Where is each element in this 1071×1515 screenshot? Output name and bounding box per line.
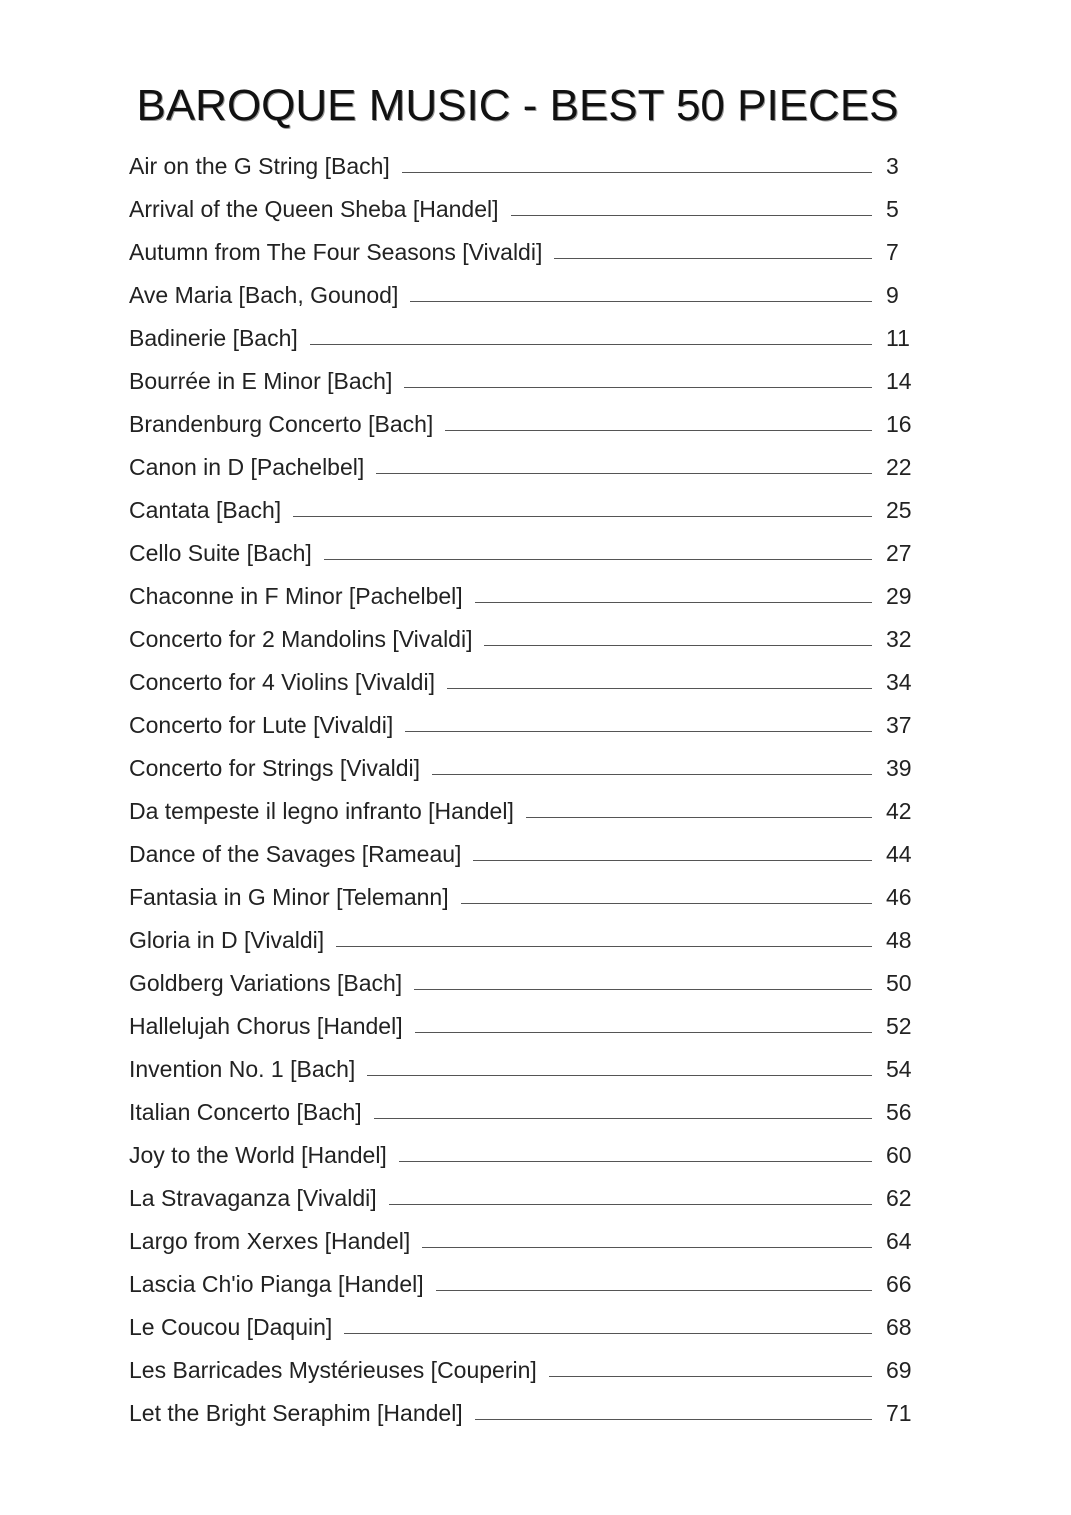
toc-leader-line — [367, 1075, 872, 1076]
toc-entry-title: Les Barricades Mystérieuses [Couperin] — [129, 1357, 537, 1383]
toc-entry-page: 22 — [886, 454, 912, 480]
toc-leader-line — [475, 602, 872, 603]
toc-leader-line — [376, 473, 872, 474]
toc-entry-title: Lascia Ch'io Pianga [Handel] — [129, 1271, 424, 1297]
toc-entry-title: Cantata [Bach] — [129, 497, 282, 523]
toc-entry-page: 32 — [886, 626, 912, 652]
toc-entry-page: 34 — [886, 669, 912, 695]
toc-entry[interactable] — [129, 704, 916, 747]
toc-leader-line — [436, 1290, 872, 1291]
toc-entry-page: 62 — [886, 1185, 912, 1211]
toc-entry-page: 14 — [886, 368, 912, 394]
toc-leader-line — [432, 774, 872, 775]
toc-entry-title: Invention No. 1 [Bach] — [129, 1056, 356, 1082]
toc-entry-page: 68 — [886, 1314, 912, 1340]
toc-leader-line — [405, 731, 872, 732]
toc-entry-page: 42 — [886, 798, 912, 824]
toc-entry-title: Concerto for 4 Violins [Vivaldi] — [129, 669, 435, 695]
toc-entry-title: Concerto for Strings [Vivaldi] — [129, 755, 421, 781]
toc-entry-page: 37 — [886, 712, 912, 738]
toc-entry-title: Cello Suite [Bach] — [129, 540, 312, 566]
toc-entry[interactable] — [129, 403, 916, 446]
toc-entry[interactable] — [129, 962, 916, 1005]
toc-entry[interactable] — [129, 1349, 916, 1392]
toc-entry-page: 66 — [886, 1271, 912, 1297]
toc-entry[interactable] — [129, 446, 916, 489]
toc-entry-page: 69 — [886, 1357, 912, 1383]
toc-entry-page: 5 — [886, 196, 899, 222]
toc-entry-page: 3 — [886, 153, 899, 179]
toc-entry-title: Italian Concerto [Bach] — [129, 1099, 362, 1125]
toc-leader-line — [415, 1032, 872, 1033]
toc-leader-line — [422, 1247, 872, 1248]
toc-entry[interactable] — [129, 1220, 916, 1263]
toc-leader-line — [374, 1118, 872, 1119]
toc-entry-title: Fantasia in G Minor [Telemann] — [129, 884, 449, 910]
toc-entry-page: 39 — [886, 755, 912, 781]
toc-entry-page: 64 — [886, 1228, 912, 1254]
toc-entry-title: Canon in D [Pachelbel] — [129, 454, 365, 480]
toc-entry-title: Hallelujah Chorus [Handel] — [129, 1013, 403, 1039]
page-title: BAROQUE MUSIC - BEST 50 PIECES — [136, 81, 899, 130]
toc-entry-page: 25 — [886, 497, 912, 523]
toc-entry[interactable] — [129, 618, 916, 661]
toc-entry-page: 27 — [886, 540, 912, 566]
toc-entry[interactable] — [129, 1048, 916, 1091]
toc-entry-page: 46 — [886, 884, 912, 910]
toc-entry-page: 9 — [886, 282, 899, 308]
toc-entry-page: 7 — [886, 239, 899, 265]
toc-leader-line — [336, 946, 872, 947]
toc-entry[interactable] — [129, 532, 916, 575]
toc-entry-title: Ave Maria [Bach, Gounod] — [129, 282, 399, 308]
toc-leader-line — [473, 860, 872, 861]
toc-leader-line — [461, 903, 872, 904]
toc-entry-title: Dance of the Savages [Rameau] — [129, 841, 462, 867]
table-of-contents — [129, 145, 916, 1435]
toc-entry-title: Goldberg Variations [Bach] — [129, 970, 403, 996]
toc-entry-page: 44 — [886, 841, 912, 867]
toc-leader-line — [549, 1376, 872, 1377]
toc-entry-title: Chaconne in F Minor [Pachelbel] — [129, 583, 463, 609]
toc-entry-page: 60 — [886, 1142, 912, 1168]
toc-entry-page: 48 — [886, 927, 912, 953]
toc-entry-page: 52 — [886, 1013, 912, 1039]
toc-entry[interactable] — [129, 360, 916, 403]
toc-leader-line — [414, 989, 872, 990]
toc-entry-page: 50 — [886, 970, 912, 996]
toc-leader-line — [310, 344, 872, 345]
toc-leader-line — [389, 1204, 872, 1205]
toc-entry-title: Largo from Xerxes [Handel] — [129, 1228, 411, 1254]
toc-entry-title: Brandenburg Concerto [Bach] — [129, 411, 434, 437]
toc-entry[interactable] — [129, 747, 916, 790]
toc-entry-title: Autumn from The Four Seasons [Vivaldi] — [129, 239, 543, 265]
toc-entry[interactable] — [129, 489, 916, 532]
toc-entry[interactable] — [129, 876, 916, 919]
toc-leader-line — [404, 387, 872, 388]
toc-entry-page: 16 — [886, 411, 912, 437]
toc-entry-title: Gloria in D [Vivaldi] — [129, 927, 325, 953]
toc-entry-title: La Stravaganza [Vivaldi] — [129, 1185, 377, 1211]
toc-leader-line — [511, 215, 872, 216]
toc-leader-line — [399, 1161, 872, 1162]
toc-leader-line — [475, 1419, 872, 1420]
toc-entry-page: 11 — [886, 325, 910, 351]
toc-entry-title: Let the Bright Seraphim [Handel] — [129, 1400, 463, 1426]
toc-entry[interactable] — [129, 231, 916, 274]
toc-leader-line — [484, 645, 872, 646]
toc-leader-line — [554, 258, 872, 259]
toc-entry-title: Le Coucou [Daquin] — [129, 1314, 333, 1340]
toc-leader-line — [447, 688, 872, 689]
toc-entry-page: 29 — [886, 583, 912, 609]
toc-entry[interactable] — [129, 1392, 916, 1435]
toc-entry[interactable] — [129, 274, 916, 317]
toc-entry[interactable] — [129, 188, 916, 231]
toc-entry[interactable] — [129, 833, 916, 876]
toc-entry[interactable] — [129, 1005, 916, 1048]
toc-entry[interactable] — [129, 1306, 916, 1349]
toc-entry[interactable] — [129, 317, 916, 360]
toc-entry[interactable] — [129, 145, 916, 188]
toc-entry[interactable] — [129, 575, 916, 618]
toc-entry-title: Badinerie [Bach] — [129, 325, 298, 351]
toc-entry-title: Concerto for Lute [Vivaldi] — [129, 712, 394, 738]
toc-leader-line — [324, 559, 872, 560]
toc-entry-page: 56 — [886, 1099, 912, 1125]
toc-leader-line — [293, 516, 872, 517]
toc-leader-line — [445, 430, 872, 431]
toc-entry-title: Air on the G String [Bach] — [129, 153, 390, 179]
toc-entry-title: Da tempeste il legno infranto [Handel] — [129, 798, 514, 824]
toc-entry[interactable] — [129, 790, 916, 833]
toc-entry-title: Concerto for 2 Mandolins [Vivaldi] — [129, 626, 473, 652]
toc-entry-page: 54 — [886, 1056, 912, 1082]
toc-entry[interactable] — [129, 1091, 916, 1134]
toc-entry-title: Bourrée in E Minor [Bach] — [129, 368, 393, 394]
toc-entry-title: Joy to the World [Handel] — [129, 1142, 387, 1168]
toc-entry[interactable] — [129, 919, 916, 962]
toc-entry-title: Arrival of the Queen Sheba [Handel] — [129, 196, 499, 222]
toc-leader-line — [344, 1333, 872, 1334]
toc-leader-line — [410, 301, 872, 302]
toc-leader-line — [402, 172, 872, 173]
toc-entry[interactable] — [129, 1263, 916, 1306]
toc-entry-page: 71 — [886, 1400, 912, 1426]
toc-entry[interactable] — [129, 661, 916, 704]
toc-entry[interactable] — [129, 1177, 916, 1220]
toc-entry[interactable] — [129, 1134, 916, 1177]
toc-leader-line — [526, 817, 872, 818]
